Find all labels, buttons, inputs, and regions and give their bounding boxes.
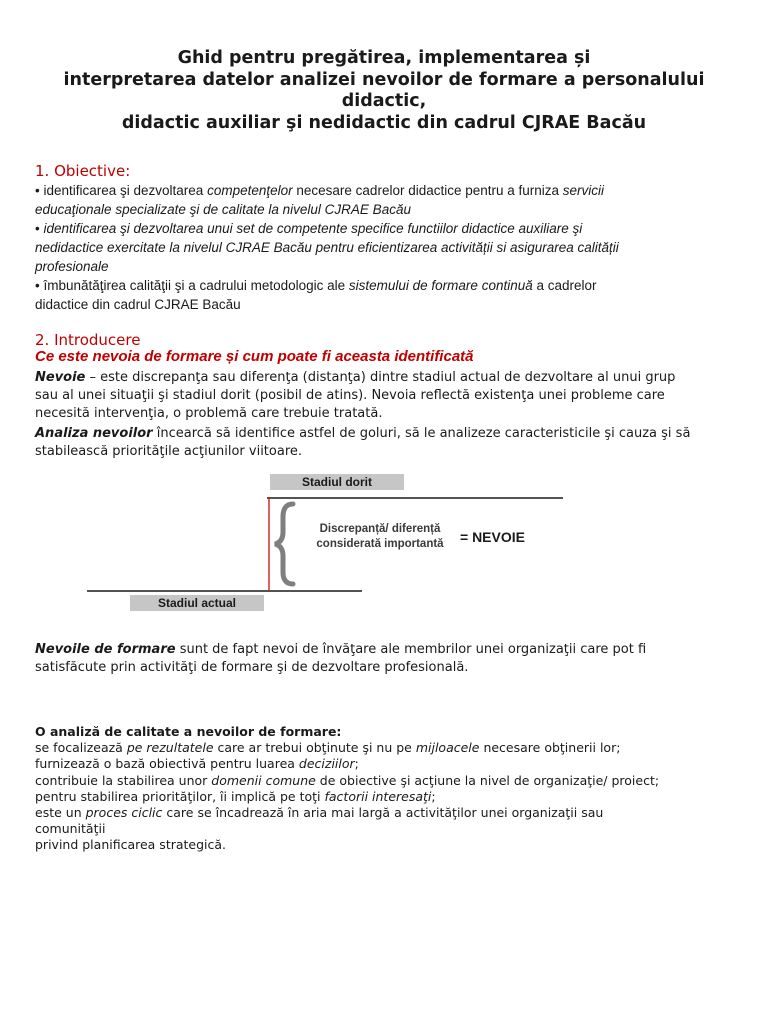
curly-brace-icon	[275, 504, 293, 584]
need-definition-line-1: Nevoie – este discrepanţa sau diferenţa (distanţa) dintre stadiul actual de dezvoltare al unui grup	[35, 370, 676, 385]
objective-2-line-1: • identificarea şi dezvoltarea unui set de competente specifice functiilor didactice auxiliare şi	[35, 221, 583, 236]
need-equals-label: = NEVOIE	[460, 529, 525, 545]
title-line-2: interpretarea datelor analizei nevoilor de formare a personalului	[63, 69, 705, 90]
training-needs-paragraph	[35, 641, 735, 677]
quality-analysis-section	[35, 724, 735, 854]
objective-2-line-3: profesionale	[35, 259, 109, 274]
needs-analysis-line-1: Analiza nevoilor încearcă să identifice astfel de goluri, să le analizeze caracteristicile şi cauza şi să	[35, 426, 691, 441]
gap-description-line-1: Discrepanță/ diferență	[319, 523, 441, 535]
need-definition-line-3: necesită intervenţia, o problemă care trebuie tratată.	[35, 406, 383, 421]
objective-2-line-2: nedidactice exercitate la nivelul CJRAE Bacău pentru eficientizarea activității si asigurarea calității	[35, 240, 619, 255]
need-definition-line-2: sau al unei situaţii şi stadiul dorit (posibil de atins). Nevoia reflectă existenţa unei probleme care	[35, 388, 665, 403]
need-definition	[35, 369, 735, 423]
title-line-4: didactic auxiliar şi nedidactic din cadrul CJRAE Bacău	[121, 112, 647, 133]
objective-3-line-2: didactice din cadrul CJRAE Bacău	[35, 297, 241, 312]
quality-item-3: contribuie la stabilirea unor domenii comune de obiective şi acţiune la nivel de organizaţie/ proiect;	[35, 772, 660, 788]
section-2-heading: 2. Introducere	[35, 331, 141, 349]
objective-1-line-1: • identificarea şi dezvoltarea competenţelor necesare cadrelor didactice pentru a furniza servicii	[35, 183, 605, 198]
quality-item-5: este un proces ciclic care se încadrează în aria mai largă a activităţilor unei organizaţii sau	[35, 805, 604, 821]
objective-1-line-2: educaţionale specializate şi de calitate la nivelul CJRAE Bacău	[35, 202, 411, 217]
document-title	[40, 48, 728, 134]
objective-3-line-1: • îmbunătăţirea calităţii şi a cadrului metodologic ale sistemului de formare continuă a cadrelor	[35, 278, 597, 293]
quality-item-5-line-2: comunităţii	[35, 821, 106, 837]
current-state-label: Stadiul actual	[130, 595, 264, 611]
title-line-3: didactic,	[341, 91, 427, 111]
section-2-subheading: Ce este nevoia de formare și cum poate fi aceasta identificată	[35, 348, 474, 365]
gap-description-line-2: considerată importantă	[316, 538, 444, 550]
objectives-list	[35, 181, 735, 314]
quality-analysis-heading: O analiză de calitate a nevoilor de formare:	[35, 724, 342, 739]
quality-item-1: se focalizează pe rezultatele care ar trebui obţinute şi nu pe mijloacele necesare obţinerii lor;	[35, 740, 621, 756]
needs-gap-diagram	[35, 462, 630, 622]
quality-item-5-line-3: privind planificarea strategică.	[35, 837, 227, 853]
quality-item-2: furnizează o bază obiectivă pentru luarea deciziilor;	[35, 756, 359, 772]
desired-state-label: Stadiul dorit	[270, 474, 404, 490]
needs-analysis-definition	[35, 425, 735, 461]
title-line-1: Ghid pentru pregătirea, implementarea și	[177, 48, 591, 68]
training-needs-line-2: satisfăcute prin activităţi de formare şi de dezvoltare profesională.	[35, 660, 469, 675]
needs-analysis-line-2: stabilească priorităţile acţiunilor viitoare.	[35, 444, 303, 459]
quality-item-4: pentru stabilirea priorităţilor, îi implică pe toţi factorii interesaţi;	[35, 788, 436, 804]
gap-description	[305, 522, 455, 552]
section-1-heading: 1. Obiective:	[35, 162, 131, 180]
training-needs-line-1: Nevoile de formare sunt de fapt nevoi de învăţare ale membrilor unei organizaţii care pot fi	[35, 642, 647, 657]
